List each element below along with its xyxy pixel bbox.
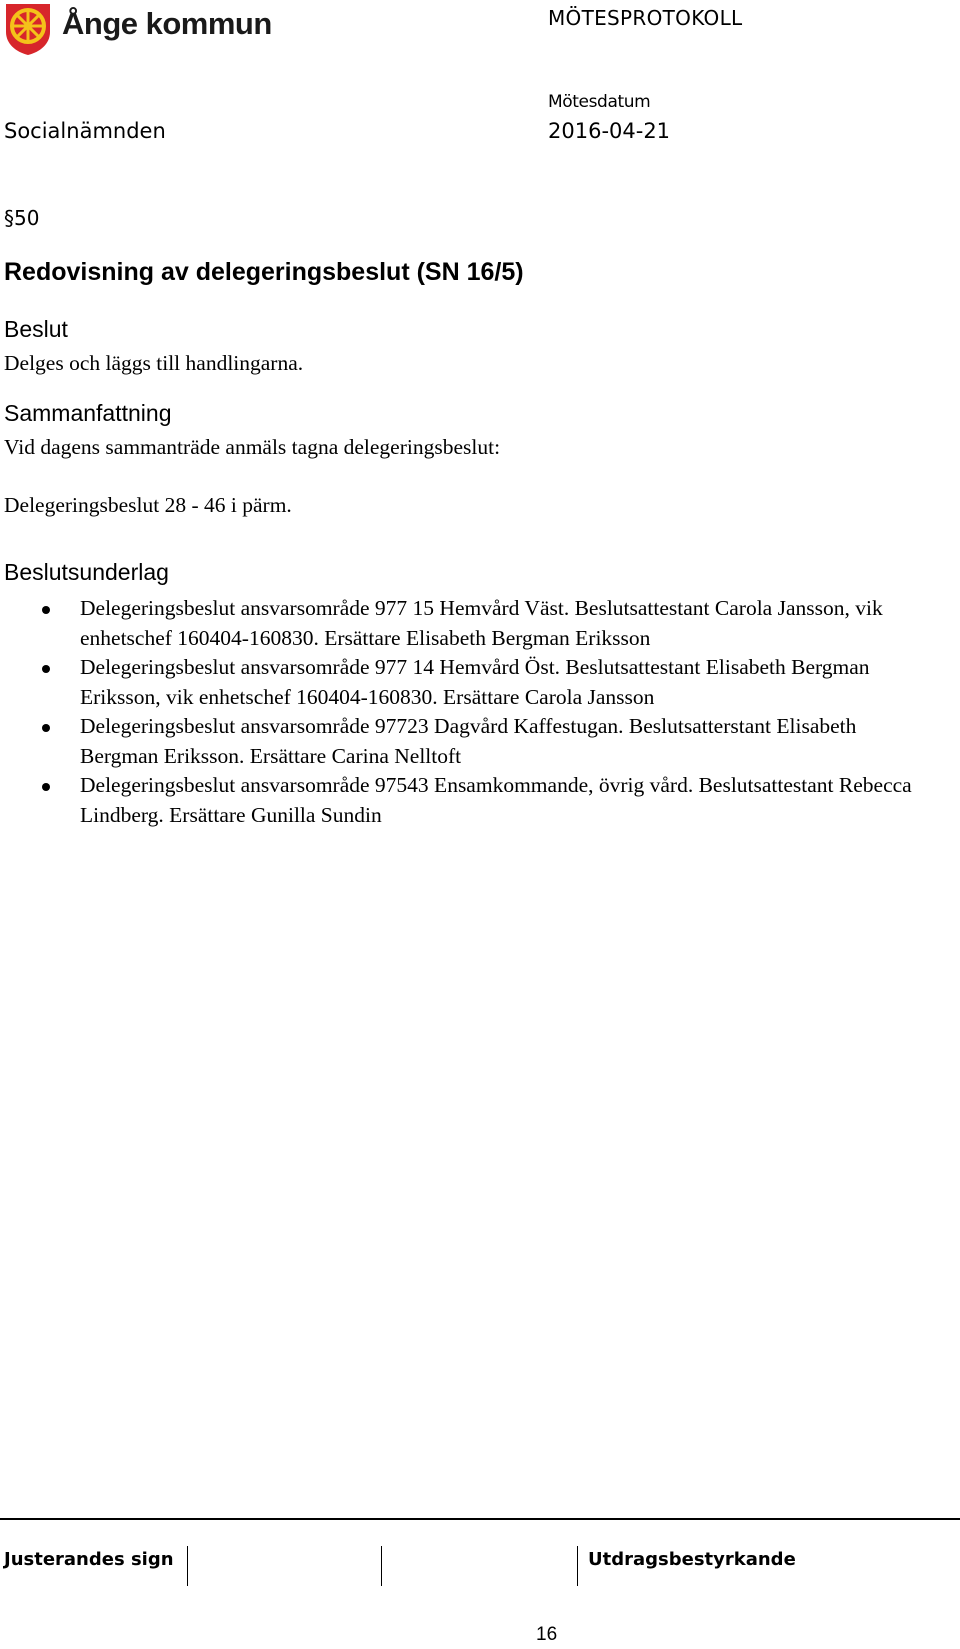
municipality-logo [4,2,52,56]
beslut-text: Delges och läggs till handlingarna. [4,351,304,375]
footer-divider [0,1518,960,1520]
list-item-text: Delegeringsbeslut ansvarsområde 97723 Dagvård Kaffestugan. Beslutsatterstant Elisabeth Bergman Eriksson. Ersättare Carina Nelltoft [80,714,857,768]
bullet-icon [42,665,50,673]
beslutsunderlag-list [0,594,960,830]
sammanfattning-text: Vid dagens sammanträde anmäls tagna delegeringsbeslut: [4,435,501,459]
bullet-icon [42,606,50,614]
beslutsunderlag-heading: Beslutsunderlag [4,559,169,585]
list-item-text: Delegeringsbeslut ansvarsområde 977 14 Hemvård Öst. Beslutsattestant Elisabeth Bergman Eriksson, vik enhetschef 160404-160830. Ersättare Carola Jansson [80,655,870,709]
list-item-text: Delegeringsbeslut ansvarsområde 977 15 Hemvård Väst. Beslutsattestant Carola Jansson, vik enhetschef 160404-160830. Ersättare Elisabeth Bergman Eriksson [80,596,883,650]
paragraph-number: §50 [4,206,40,230]
section-title: Redovisning av delegeringsbeslut (SN 16/5) [4,258,524,286]
signature-field-divider [577,1546,578,1586]
signature-field-divider [381,1546,382,1586]
list-item [0,594,960,653]
list-item [0,771,960,830]
signature-field-divider [187,1546,188,1586]
sammanfattning-heading: Sammanfattning [4,400,172,426]
bullet-icon [42,724,50,732]
extract-certification-label: Utdragsbestyrkande [588,1549,796,1570]
list-item [0,712,960,771]
beslut-heading: Beslut [4,316,68,342]
list-item [0,653,960,712]
signature-label: Justerandes sign [4,1549,174,1570]
list-item-text: Delegeringsbeslut ansvarsområde 97543 Ensamkommande, övrig vård. Beslutsattestant Rebecca Lindberg. Ersättare Gunilla Sundin [80,773,912,827]
bullet-icon [42,783,50,791]
meeting-date-label: Mötesdatum [548,92,651,112]
committee-name: Socialnämnden [4,119,166,143]
sammanfattning-text-2: Delegeringsbeslut 28 - 46 i pärm. [4,493,292,517]
org-name: Ånge kommun [62,6,272,41]
page-number: 16 [536,1624,558,1645]
document-type: MÖTESPROTOKOLL [548,6,743,30]
meeting-date: 2016-04-21 [548,119,671,143]
